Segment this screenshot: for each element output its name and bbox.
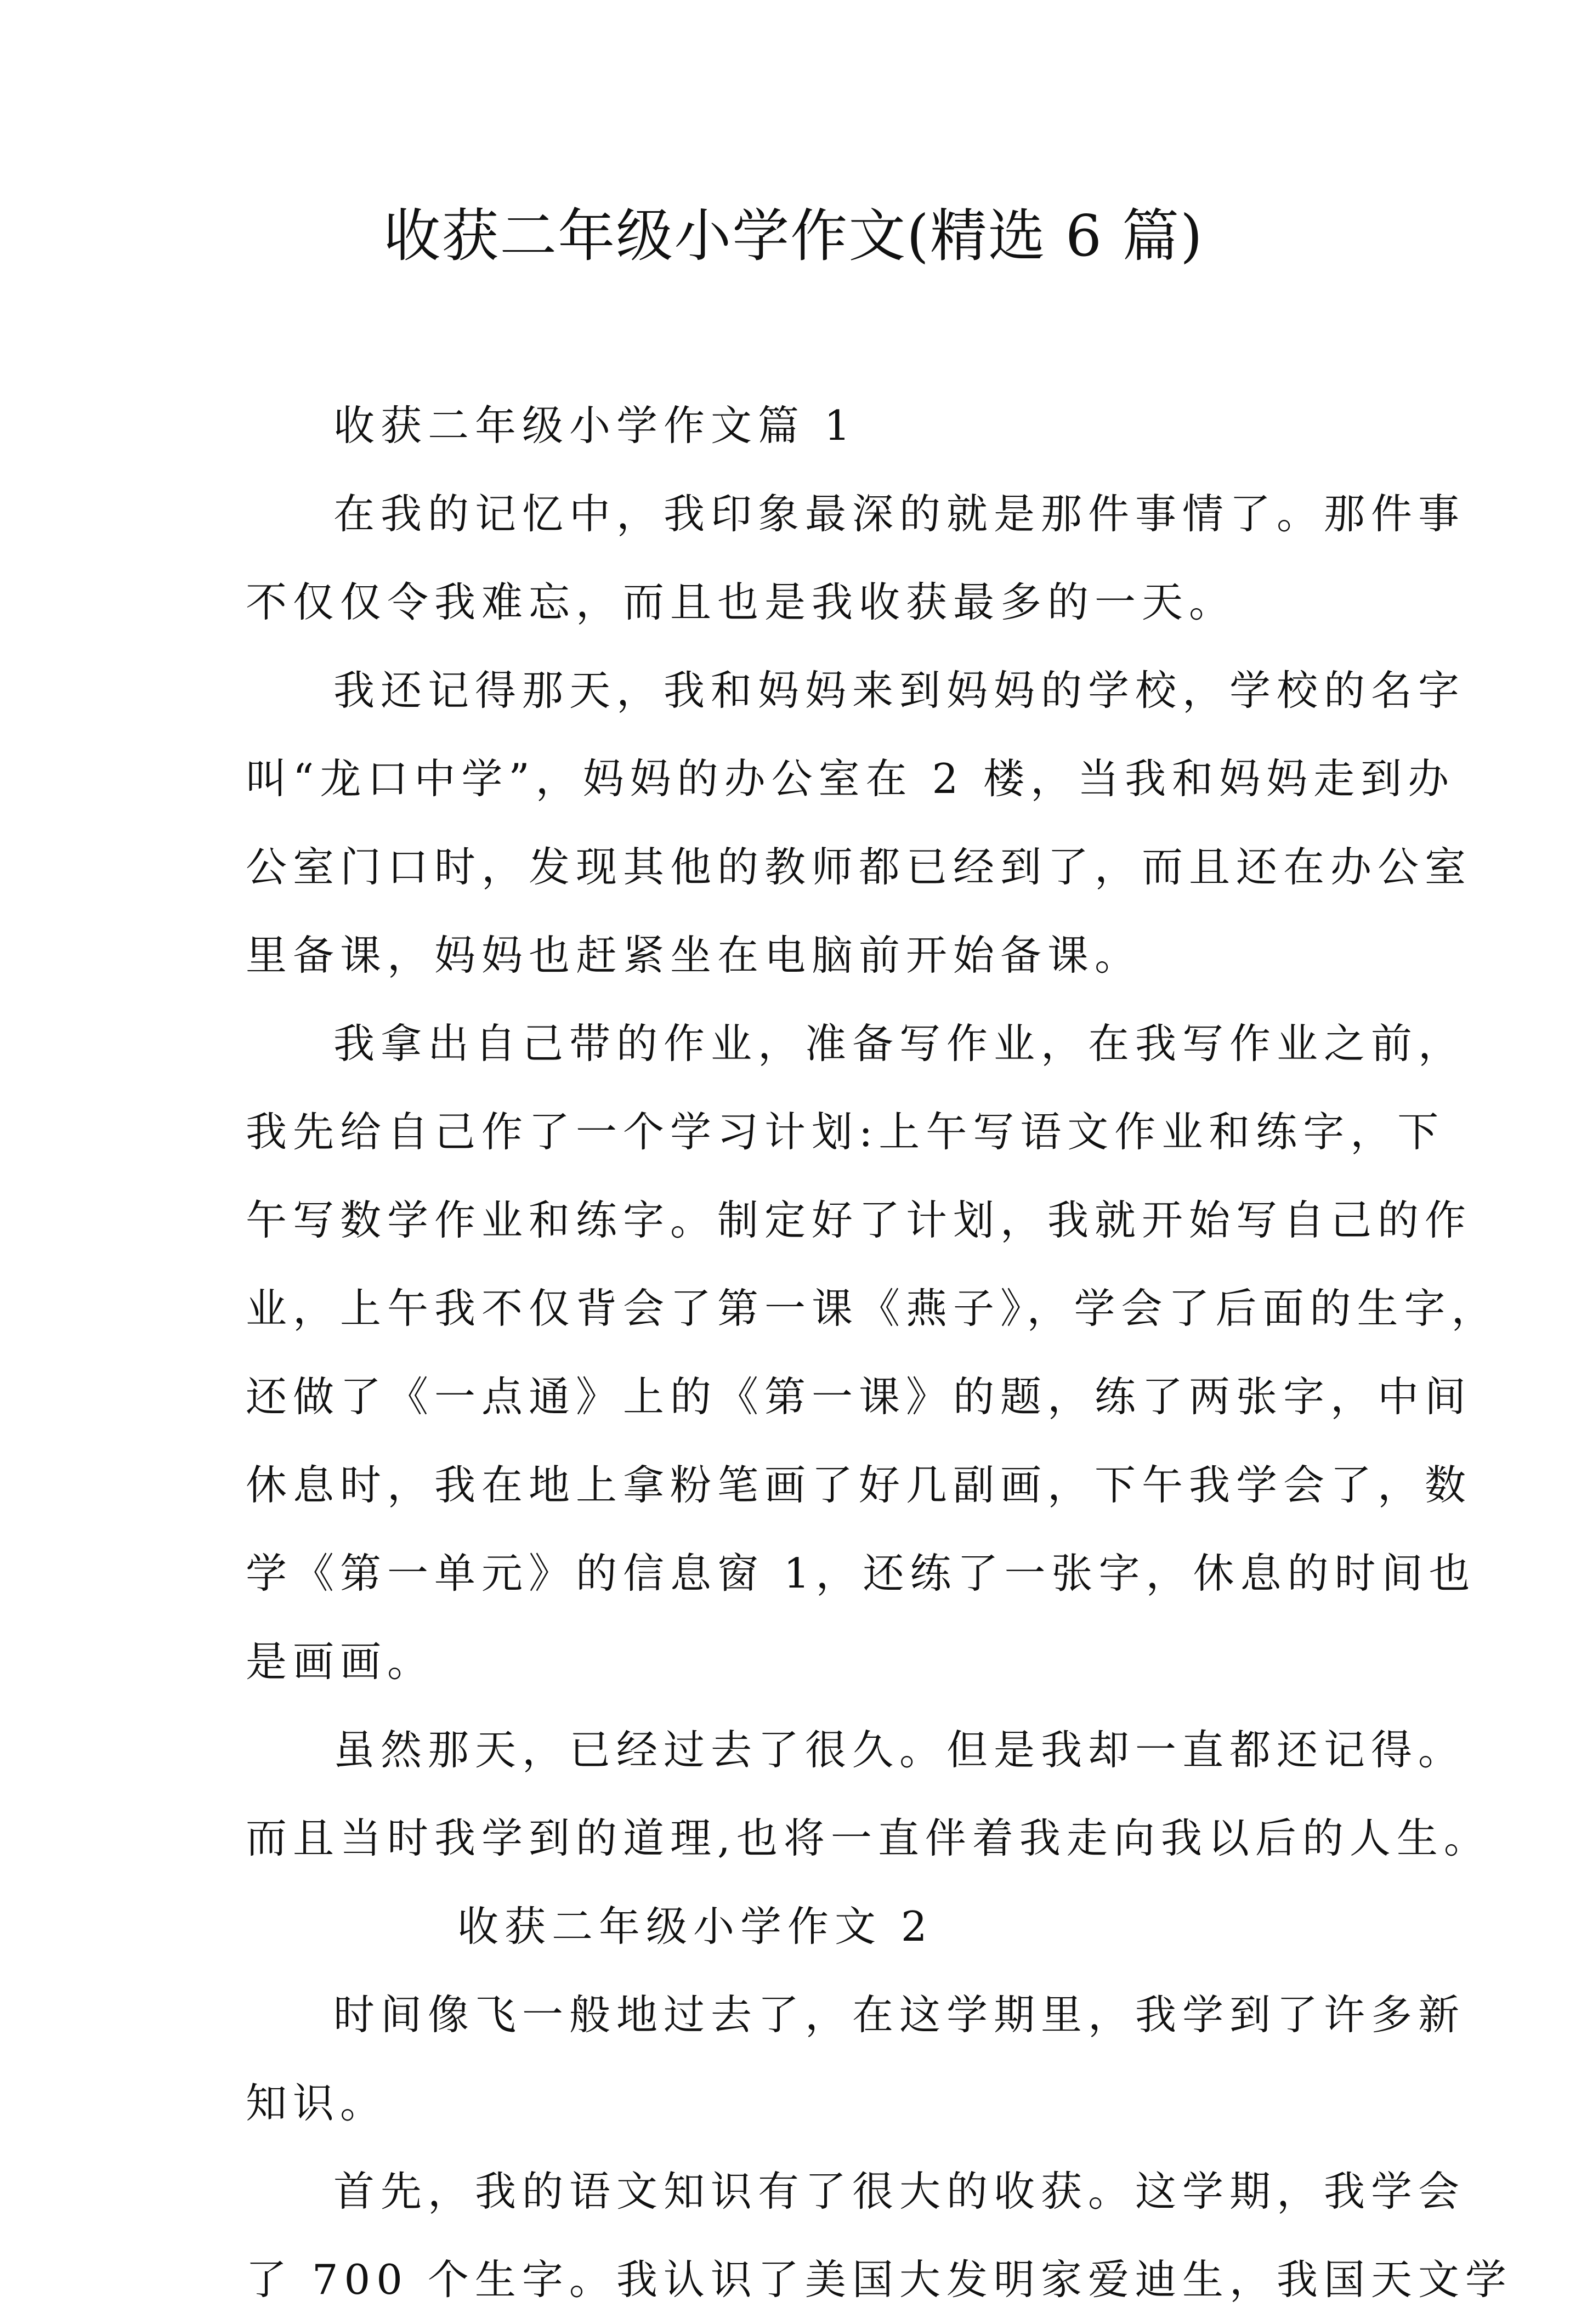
paragraph-line: 我先给自己作了一个学习计划:上午写语文作业和练字，下 (246, 1108, 1445, 1156)
paragraph-line: 时间像飞一般地过去了，在这学期里，我学到了许多新 (333, 1991, 1466, 2039)
paragraph-line: 首先，我的语文知识有了很大的收获。这学期，我学会 (333, 2167, 1466, 2215)
essay-1-heading: 收获二年级小学作文篇 1 (333, 401, 857, 450)
paragraph-line: 还做了《一点通》上的《第一课》的题，练了两张字，中间 (246, 1373, 1472, 1421)
paragraph-line: 了 700 个生字。我认识了美国大发明家爱迪生，我国天文学 (246, 2255, 1512, 2304)
paragraph-line: 午写数学作业和练字。制定好了计划，我就开始写自己的作 (246, 1196, 1472, 1244)
paragraph-line: 叫“龙口中学”，妈妈的办公室在 2 楼，当我和妈妈走到办 (246, 755, 1455, 803)
paragraph-line: 休息时，我在地上拿粉笔画了好几副画，下午我学会了，数 (246, 1461, 1472, 1509)
paragraph-line: 是画画。 (246, 1637, 435, 1686)
paragraph-line: 里备课，妈妈也赶紧坐在电脑前开始备课。 (246, 931, 1142, 979)
paragraph-line: 不仅仅令我难忘，而且也是我收获最多的一天。 (246, 578, 1237, 626)
paragraph-line: 虽然那天，已经过去了很久。但是我却一直都还记得。 (333, 1726, 1466, 1774)
paragraph-line: 在我的记忆中，我印象最深的就是那件事情了。那件事 (333, 490, 1466, 538)
paragraph-line: 公室门口时，发现其他的教师都已经到了，而且还在办公室 (246, 843, 1472, 891)
document-body (246, 382, 1512, 2324)
paragraph-line: 业，上午我不仅背会了第一课《燕子》，学会了后面的生字， (246, 1284, 1499, 1333)
paragraph-line: 我还记得那天，我和妈妈来到妈妈的学校，学校的名字 (333, 666, 1466, 715)
paragraph-line: 知识。 (246, 2079, 388, 2127)
paragraph-line: 而且当时我学到的道理,也将一直伴着我走向我以后的人生。 (246, 1814, 1491, 1862)
paragraph-line: 学《第一单元》的信息窗 1，还练了一张字，休息的时间也 (246, 1549, 1476, 1597)
paragraph-line: 我拿出自己带的作业，准备写作业，在我写作业之前， (333, 1019, 1466, 1068)
essay-2-heading: 收获二年级小学作文 2 (457, 1902, 933, 1951)
document-title: 收获二年级小学作文(精选 6 篇) (383, 202, 1204, 269)
